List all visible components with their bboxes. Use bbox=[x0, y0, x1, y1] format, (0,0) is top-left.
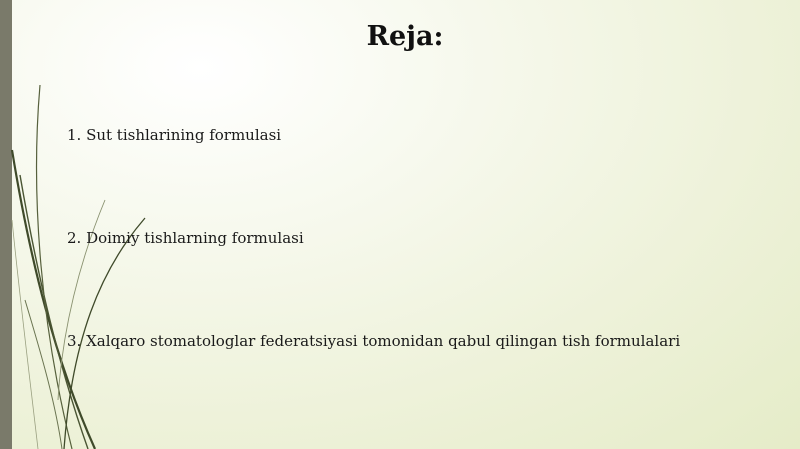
plan-item-3: 3. Xalqaro stomatologlar federatsiyasi tomonidan qabul qilingan tish formulalari bbox=[67, 332, 681, 350]
plan-item-1: 1. Sut tishlarining formulasi bbox=[67, 126, 282, 144]
plan-item-2: 2. Doimiy tishlarning formulasi bbox=[67, 229, 304, 247]
slide-title: Reja: bbox=[366, 21, 444, 52]
decorative-stems-graphic bbox=[0, 0, 200, 449]
